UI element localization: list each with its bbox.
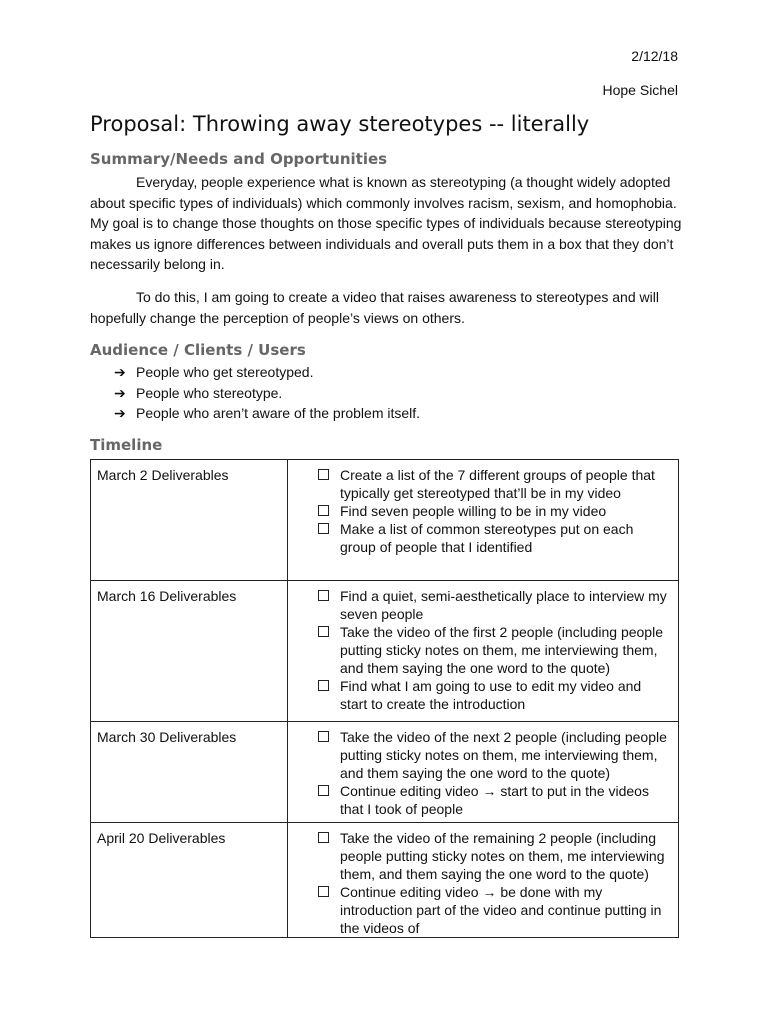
milestone-cell: April 20 Deliverables (91, 823, 288, 938)
arrow-bullet-icon: ➔ (114, 364, 126, 380)
tasks-cell (288, 722, 679, 823)
checkbox-icon (318, 469, 329, 480)
list-item: ➔ People who aren’t aware of the problem itself. (114, 403, 420, 424)
table-row (91, 823, 679, 938)
task-item: Find seven people willing to be in my video (288, 502, 672, 520)
table-row (91, 460, 679, 581)
list-item: ➔ People who get stereotyped. (114, 362, 420, 383)
checkbox-icon (318, 626, 329, 637)
checkbox-icon (318, 886, 329, 897)
task-item: Find what I am going to use to edit my video and start to create the introduction (288, 677, 672, 713)
summary-heading: Summary/Needs and Opportunities (90, 150, 388, 168)
checkbox-icon (318, 523, 329, 534)
list-item: ➔ People who stereotype. (114, 383, 420, 404)
checkbox-icon (318, 590, 329, 601)
task-item: Take the video of the next 2 people (including people putting sticky notes on them, me interviewing them, and them saying the one word to the quote) (288, 728, 672, 782)
task-item: Continue editing video → be done with my introduction part of the video and continue putting in the videos of (288, 883, 672, 937)
summary-paragraph-1 (90, 172, 690, 275)
table-row (91, 581, 679, 722)
timeline-heading: Timeline (90, 436, 163, 454)
audience-list (114, 362, 420, 424)
milestone-cell: March 2 Deliverables (91, 460, 288, 581)
task-item: Take the video of the remaining 2 people (including people putting sticky notes on them, me interviewing them, and them saying the one word to the quote) (288, 829, 672, 883)
page-title: Proposal: Throwing away stereotypes -- literally (90, 112, 590, 136)
checkbox-icon (318, 785, 329, 796)
table-row (91, 722, 679, 823)
document-date: 2/12/18 (631, 48, 678, 64)
arrow-bullet-icon: ➔ (114, 405, 126, 421)
task-item: Make a list of common stereotypes put on each group of people that I identified (288, 520, 672, 556)
checkbox-icon (318, 832, 329, 843)
milestone-cell: March 16 Deliverables (91, 581, 288, 722)
task-item: Find a quiet, semi-aesthetically place to interview my seven people (288, 587, 672, 623)
task-item: Create a list of the 7 different groups of people that typically get stereotyped that’ll be in my video (288, 466, 672, 502)
arrow-bullet-icon: ➔ (114, 384, 126, 401)
timeline-table (90, 459, 679, 938)
audience-heading: Audience / Clients / Users (90, 341, 306, 359)
checkbox-icon (318, 731, 329, 742)
tasks-cell (288, 581, 679, 722)
checkbox-icon (318, 505, 329, 516)
summary-paragraph-2 (90, 287, 690, 328)
summary-paragraph-2-text: To do this, I am going to create a video that raises awareness to stereotypes and will hopefully change the perception of people’s views on others. (90, 289, 659, 326)
author-name: Hope Sichel (602, 82, 678, 98)
tasks-cell (288, 460, 679, 581)
task-item: Take the video of the first 2 people (including people putting sticky notes on them, me interviewing them, and them saying the one word to the quote) (288, 623, 672, 677)
task-item: Continue editing video → start to put in the videos that I took of people (288, 782, 672, 818)
milestone-cell: March 30 Deliverables (91, 722, 288, 823)
tasks-cell (288, 823, 679, 938)
summary-paragraph-1-text: Everyday, people experience what is known as stereotyping (a thought widely adopted about specific types of individuals) which commonly involves racism, sexism, and homophobia. My goal is to change those thoughts on those specific types of individuals because stereotyping makes us ignore differences between individuals and overall puts them in a box that they don’t necessarily belong in. (90, 174, 682, 273)
checkbox-icon (318, 680, 329, 691)
